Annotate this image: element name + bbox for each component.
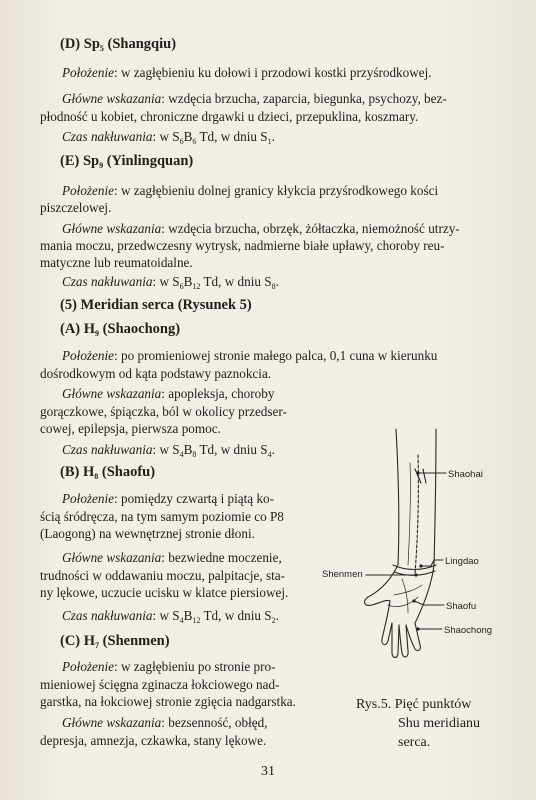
h7-location-line3: garstka, na łokciowej stronie zgięcia nadgarstka. [40,694,296,709]
caption-line-3: serca. [398,735,431,750]
sp5-indications-line2: płodność u kobiet, chroniczne drgawki u dzieci, przepuklina, koszmary. [40,109,419,124]
h7-indications-line1: Główne wskazania: bezsenność, obłęd, [62,715,268,730]
tendon-line [408,463,410,565]
shaofu-pointer [414,601,444,605]
sp9-indications-line2: mania moczu, przedwczesny wytrysk, nadmierne białe upławy, choroby reu- [40,238,445,253]
shaochong-point-marker [416,627,419,630]
sp9-location-line2: piszczelowej. [40,200,112,215]
forearm-radial-edge [434,429,436,565]
sp9-indications-line1: Główne wskazania: wzdęcia brzucha, obrzęk, żółtaczka, niemożność utrzy- [62,221,460,236]
h9-indications-line2: gorączkowe, śpiączka, ból w okolicy przedser- [40,404,287,419]
h9-indications-line1: Główne wskazania: apopleksja, choroby [62,386,275,401]
page-number: 31 [261,764,275,779]
lingdao-pointer [422,560,443,566]
label-shaohai: Shaohai [448,469,483,480]
sp5-needling-time: Czas nakłuwania: w $S_6B_6$ Td, w dniu $S_1$. [62,129,275,146]
sp5-indications-line1: Główne wskazania: wzdęcia brzucha, zaparcia, biegunka, psychozy, bez- [62,91,447,106]
shenmen-point-marker [414,573,417,576]
heart-meridian-hand-figure [318,425,528,675]
index-finger-left [382,601,390,639]
ring-finger [399,625,408,657]
sp5-location: Położenie: w zagłębieniu ku dołowi i przodowi kostki przyśrodkowej. [62,65,432,80]
heading-h8-shaofu: (B) $H_8$ (Shaofu) [60,464,156,481]
h8-location-line1: Położenie: pomiędzy czwartą i piątą ko- [62,491,275,506]
label-shaochong: Shaochong [444,625,493,636]
h8-location-line3: (Laogong) na wewnętrznej stronie dłoni. [40,526,255,541]
h8-indications-line3: ny lękowe, uczucie ucisku w klatce piersiowej. [40,585,289,600]
label-shenmen: Shenmen [322,569,363,580]
palm-line-3 [402,579,408,613]
label-lingdao: Lingdao [445,556,479,567]
heading-sp5-shangqiu: (D) $Sp_5$ (Shangqiu) [60,36,177,53]
palm-line-2 [394,585,422,595]
h7-location-line2: mieniowej ścięgna zginacza łokciowego nad- [40,677,280,692]
heading-sp9-yinlingquan: (E) $Sp_9$ (Yinlingquan) [60,153,194,170]
h9-indications-line3: cowej, epilepsja, pierwsza pomoc. [40,421,221,436]
shaofu-point-marker [412,599,415,602]
sp9-location-line1: Położenie: w zagłębieniu dolnej granicy kłykcia przyśrodkowego kości [62,183,439,198]
h9-location-line2: dośrodkowym od kąta podstawy paznokcia. [40,366,272,381]
heading-h9-shaochong: (A) $H_9$ (Shaochong) [60,321,181,338]
elbow-crease-mark [415,469,426,483]
h8-indications-line2: trudności w oddawaniu moczu, palpitacje, sta- [40,568,285,583]
figure-caption [356,695,516,752]
heading-h7-shenmen: (C) $H_7$ (Shenmen) [60,633,170,650]
h7-indications-line2: depresja, amnezja, czkawka, stany lękowe. [40,733,267,748]
caption-line-2: Shu meridianu [398,716,481,731]
heart-meridian-heading: (5) Meridian serca (Rysunek 5) [60,297,252,313]
h9-location-line1: Położenie: po promieniowej stronie małego palca, 0,1 cuna w kierunku [62,348,438,363]
middle-finger [392,623,399,658]
h8-location-line2: ścią śródręcza, na tym samym poziomie co P8 [40,509,284,524]
h8-needling-time: Czas nakłuwania: w $S_4B_{12}$ Td, w dniu $S_2$. [62,608,279,625]
h7-location-line1: Położenie: w zagłębieniu po stronie pro- [62,659,276,674]
h9-needling-time: Czas nakłuwania: w $S_4B_8$ Td, w dniu $S_4$. [62,442,275,459]
forearm-ulnar-edge [396,429,399,565]
sp9-indications-line3: matyczne lub reumatoidalne. [40,255,193,270]
caption-line-1: Rys.5. Pięć punktów [356,697,472,712]
palm-ulnar-edge [415,565,434,623]
label-shaofu: Shaofu [446,601,477,612]
shaohai-point-marker [416,471,419,474]
thumb [365,565,398,605]
h8-indications-line1: Główne wskazania: bezwiedne moczenie, [62,550,282,565]
lingdao-point-marker [419,564,422,567]
sp9-needling-time: Czas nakłuwania: w $S_6B_{12}$ Td, w dniu $S_8$. [62,274,279,291]
